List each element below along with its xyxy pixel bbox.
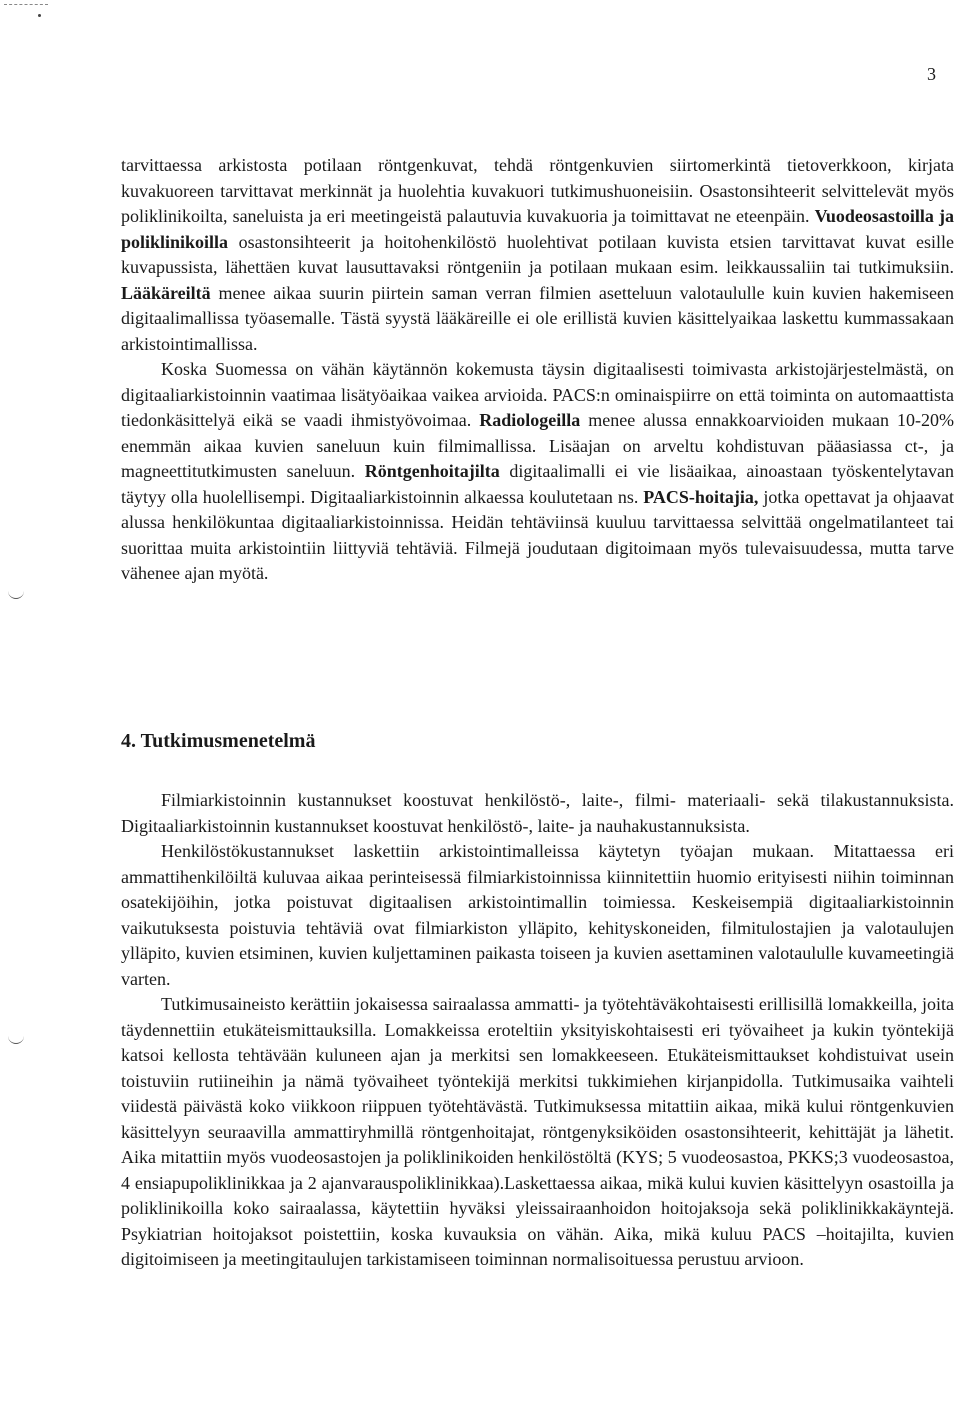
paragraph — [121, 357, 954, 587]
text-run: jotka opettavat ja ohjaavat alussa henkilökuntaa digitaaliarkistoinnissa. Heidän tehtäviinsä kuuluu tarvittaessa selvittää ongelmatilanteet tai suorittaa muita arkistointiin liittyviä tehtäviä. Filmejä joudutaan digitoimaan myös tulevaisuudessa, mutta tarve vähenee ajan myötä. — [121, 486, 955, 583]
text-run: digitaalimalli ei vie lisäaikaa, ainoastaan työskentelytavan täytyy olla huolellisempi. Digitaaliarkistoinnin alkaessa koulutetaan ns. — [121, 461, 954, 507]
paragraph — [121, 839, 954, 992]
paragraph — [121, 788, 954, 839]
bold-phrase: Lääkäreiltä — [121, 282, 211, 303]
scan-corner-mark — [4, 4, 48, 19]
text-run: Filmiarkistoinnin kustannukset koostuvat henkilöstö-, laite-, filmi- materiaali- sekä tilakustannuksista. Digitaaliarkistoinnin kustannukset koostuvat henkilöstö-, laite- ja nauhakustannuksista. — [121, 790, 954, 836]
text-run: Henkilöstökustannukset laskettiin arkistointimalleissa käytetyn työajan mukaan. Mitattaessa eri ammattihenkilöiltä kuluvaa aikaa perinteisessä filmiarkistoinnissa kiinnitettiin huomio erityisesti niihin toiminnan osatekijöihin, jotka poistuvat digitaalisen arkistointimallin toimiessa. Keskeisempiä digitaaliarkistoinnin vaikutuksesta poistuvia tehtäviä ovat filmiarkiston ylläpito, kehityskoneiden, filmitulostajien ja valotaulujen ylläpito, kuvien etsiminen, kuvien kuljettaminen paikasta toiseen ja kuvien asettaminen valotaululle kuvameetingiä varten. — [121, 841, 954, 989]
paragraph — [121, 992, 954, 1273]
text-run: tarvittaessa arkistosta potilaan röntgenkuvat, tehdä röntgenkuvien siirtomerkintä tietoverkkoon, kirjata kuvakuoreen tarvittavat merkinnät ja huolehtia kuvakuori tutkimushuoneisiin. Osastonsihteerit selvittelevät myös poliklinikoilta, saneluista ja eri meetingeistä palautuvia kuvakuoria ja toimittavat ne eteenpäin. — [121, 155, 954, 226]
scan-dot — [38, 14, 41, 17]
text-run: Tutkimusaineisto kerättiin jokaisessa sairaalassa ammatti- ja työtehtäväkohtaisesti erillisillä lomakkeilla, joita täydennettiin etukäteismittauksilla. Lomakkeissa eroteltiin yksityiskohtaisesti eri työvaiheet ja kukin työntekijä katsoi kellosta tehtävään kuluneen ajan ja merkitsi sen lomakkeeseen. Etukäteismittaukset kohdistuivat usein toistuviin rutiineihin ja nämä työvaiheet työntekijä merkitsi tukkimiehen kirjanpidolla. Tutkimusaika vaihteli viidestä päivästä koko viikkoon riippuen työtehtävästä. Tutkimuksessa mitattiin aikaa, mikä kului röntgenkuvien käsittelyyn seuraavilla ammattiryhmillä röntgenhoitajat, röntgenyksiköiden osastonsihteerit, kehittäjät ja lähetit. Aika mitattiin myös vuodeosastojen ja poliklinikoiden henkilöstöltä (KYS; 5 vuodeosastoa, PKKS;3 vuodeosastoa, 4 ensiapupoliklinikkaa ja 2 ajanvarauspoliklinikkaa).Laskettaessa aikaa, mikä kului kuvien käsittelyyn osastoilla ja poliklinikoilla koko sairaalassa, käytettiin hyväksi yleissairaanhoidon hoitojaksoja sekä poliklinikkakäyntejä. Psykiatrian hoitojaksot poistettiin, koska kuvauksia on vähän. Aika, mikä kuluu PACS –hoitajilta, kuvien digitoimiseen ja meetingitaulujen tarkistamiseen toiminnan normalisoituessa perustuu arvioon. — [121, 994, 954, 1269]
text-run: menee alussa ennakkoarvioiden mukaan 10-20% enemmän aikaa kuvien saneluun kuin filmimallissa. Lisäajan on arveltu kohdistuvan pääasiassa ct-, ja magneettitutkimusten saneluun. — [121, 410, 954, 481]
body-text-section — [121, 788, 954, 1273]
bold-phrase: Radiologeilla — [479, 410, 581, 430]
page-number: 3 — [927, 64, 936, 84]
margin-mark — [8, 590, 24, 599]
text-run: Koska Suomessa on vähän käytännön kokemusta täysin digitaalisesti toimivasta arkistojärjestelmästä, on digitaaliarkistoinnin vaatimaa lisätyöaikaa vaikea arvioida. PACS:n ominaispiirre on että toiminta on automaattista tiedonkäsittelyä eikä se vaadi ihmistyövoimaa. — [121, 359, 954, 430]
bold-phrase: Vuodeosastoilla ja poliklinikoilla — [121, 206, 954, 252]
text-run: menee aikaa suurin piirtein saman verran filmien asetteluun valotaululle kuin kuvien hakemiseen digitaalimallissa työasemalle. Tästä syystä lääkäreille ei ole erillistä kuvien käsittelyaikaa laskettu kummassakaan arkistointimallissa. — [121, 282, 954, 354]
margin-mark — [8, 1035, 24, 1044]
text-run: osastonsihteerit ja hoitohenkilöstö huolehtivat potilaan kuvista etsien tarvittavat kuvat esille kuvapussista, lähettäen kuvat lausuttavaksi röntgeniin ja potilaan mukaan esim. leikkaussaliin tai tutkimuksiin. — [121, 231, 954, 277]
section-heading: 4. Tutkimusmenetelmä — [121, 730, 316, 752]
bold-phrase: Röntgenhoitajilta — [364, 461, 500, 481]
paragraph — [121, 153, 954, 357]
body-text-intro — [121, 153, 954, 587]
bold-phrase: PACS-hoitajia, — [643, 486, 759, 507]
